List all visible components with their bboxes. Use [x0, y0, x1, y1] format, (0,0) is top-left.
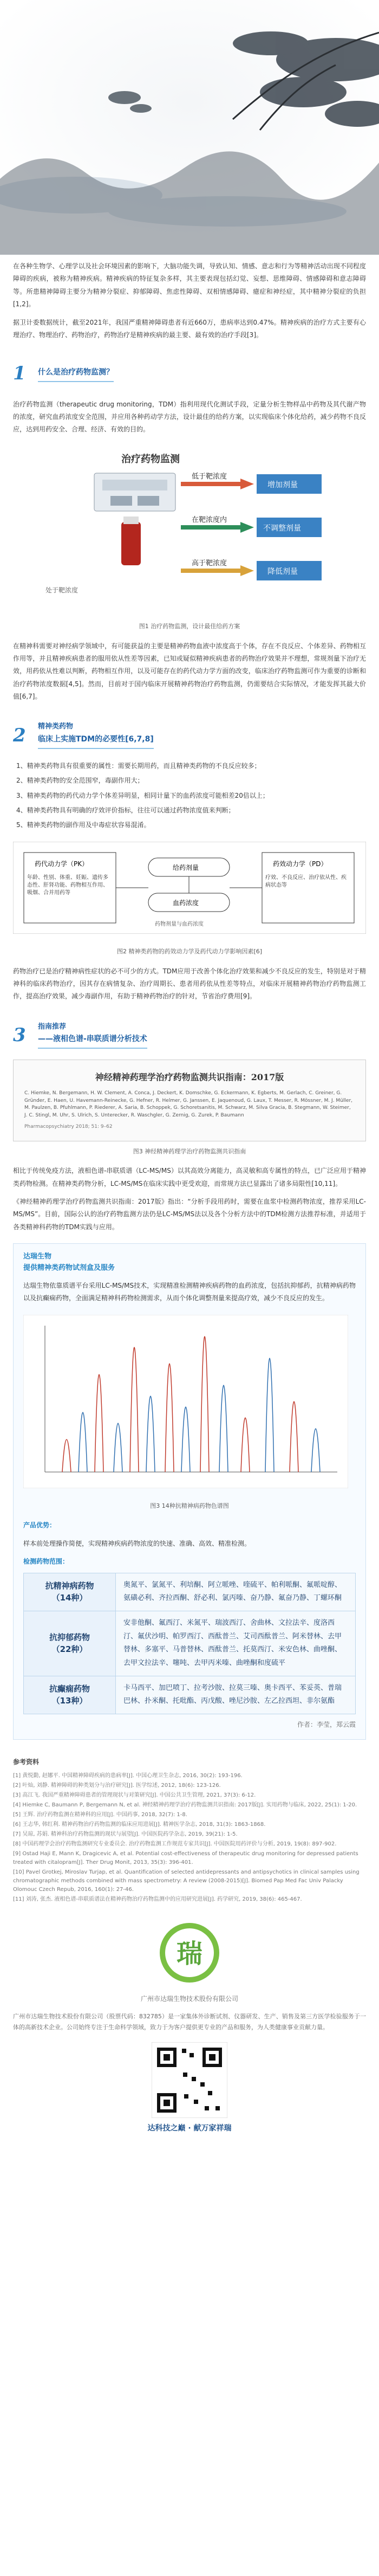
label-above-target: 高于靶浓度 [192, 559, 227, 567]
author-line: 作者：李莹，郑云霞 [297, 1721, 356, 1729]
list-item: 5、精神类药物的副作用及中毒症状容易混淆。 [16, 821, 151, 829]
table-drugs-cell: 卡马西平、加巴喷丁、拉考沙胺、拉莫三嗪、奥卡西平、苯妥英、普瑞巴林、扑米酮、托吡酯、丙戊酸、唑尼沙胺、左乙拉西坦、非尔氨酯 [116, 1676, 356, 1714]
qr-code[interactable] [152, 2042, 227, 2118]
section-3-paragraph-1: 相比于传统免疫方法，液相色谱-串联质谱（LC-MS/MS）以其高效分离能力，高灵敏和高专属性的特点，已广泛应用于精神类药物检测。在精神类药物分析，LC-MS/MS在临床实践中更受欢迎，而常规方法已显露出了诸多局限性[10,11]。 [13, 1167, 366, 1187]
label-below-target: 低于靶浓度 [192, 472, 227, 481]
reference-item: [4] Hiemke C, Baumann P, Bergemann N, et al. 神经精神药理学治疗药物监测共识指南: 2017版[J]. 实用药物与临床, 2022, 25(1): 1-20. [13, 1802, 357, 1808]
section-2-heading-2: 临床上实施TDM的必要性[6,7,8] [38, 732, 154, 749]
section-3-paragraph-2: 《神经精神药理学治疗药物监测共识指南：2017版》指出：“分析手段用药时，需要在血浆中检测药物浓度，推荐采用LC-MS/MS”。目前，国际公认的治疗药物监测方法仍是LC-MS/MS法以及各个分析方法中的TDM检测方法推荐标准，并适用于各类精神科药物的TDM实践与应用。 [13, 1198, 366, 1231]
company-name: 广州市达瑞生物技术股份有限公司 [140, 1995, 238, 2003]
section-1-paragraph-2: 在精神科需要对神经病学领域中，有可能获益的主要是精神药物血液中浓度高于个体，存在不良反应、个体差异、药物相互作用等，并且精神疾病患者的服用依从性差等因素，已知或疑似精神疾病患者的药物治疗效果并不理想，常规剂量下治疗无效，用药依从性难以判断，药物相互作用，以及可能存在的药代动力学方面的改变，临床治疗药物监测可作为重要的诊断和治疗药物浓度数据[4,5]。然而，目前对于国内临床开展精神药物治疗药物监测，仍需要结合实际情况，才能发挥其最大价值[6,7]。 [13, 642, 366, 701]
advantage-text: 样本前处理操作简便，实现精神疾病药物浓度的快速、准确、高效、精准检测。 [23, 1539, 251, 1547]
table-category-cell [24, 1676, 116, 1714]
company-description: 广州市达瑞生物技术股份有限公司（股票代码：832785）是一家集体外诊断试剂、仪器研发、生产、销售及第三方医学检验服务于一体的高新技术企业。公司始终专注于生命科学领域，致力于为客户提供更专业的产品和服务，为人类健康事业贡献力量。 [13, 2012, 366, 2031]
section-1-heading: 什么是治疗药物监测？ [38, 365, 114, 382]
category-count: （14种） [51, 1593, 88, 1603]
list-item: 2、精神类药物的安全范围窄，毒副作用大； [16, 777, 144, 785]
figure-4-caption: 图3 14种抗精神病药物色谱图 [150, 1502, 229, 1510]
diagram-center-caption: 药物剂量与血药浓度 [155, 921, 204, 927]
label-in-range: 在靶浓度内 [192, 515, 227, 524]
section-3-heading: 指南推荐 [38, 1022, 67, 1031]
table-row [24, 1573, 356, 1611]
guideline-authors: C. Hiemke, N. Bergemann, H. W. Clement, A. Conca, J. Deckert, K. Domschke, G. Eckermann, K. Egberts, M. Gerlach, C. Greiner, G. Gründer, E. Haen, U. Havemann-Reinecke, G. Hefner, R. Helmer, G. Janssen, E. Jaquenoud, G. Laux, T. Messer, R. Mössner, M. J. Müller, M. Paulzen, B. Pfuhlmann, P. Riederer, A. Saria, B. Schoppek, G. Schoretsanitis, M. Schwarz, M. Silva Gracia, B. Stegmann, W. Steimer, J. C. Stingl, M. Uhr, S. Ulrich, S. Unterecker, R. Waschgler, G. Zernig, G. Zurek, P. Baumann [24, 1090, 353, 1118]
chromatogram-figure [23, 1315, 348, 1488]
references-list [13, 1772, 366, 1904]
company-logo [157, 1920, 222, 1985]
intro-paragraph-2: 据卫计委数据统计，截至2021年，我国严重精神障碍患者有近660万，患病率达到0.47%。精神疾病的治疗方式主要有心理治疗、物理治疗、药物治疗，药物治疗是精神疾病的最主要、最有效的治疗手段[3]。 [13, 318, 366, 339]
guideline-excerpt [13, 1060, 366, 1141]
diagram-pk-label: 药代动力学（PK） [35, 860, 89, 868]
range-title: 检测药物范围： [23, 1558, 69, 1566]
reference-item: [8] 中国药理学会治疗药物监测研究专业委员会. 治疗药物监测工作规范专家共识[J]. 中国医院用药评价与分析, 2019, 19(8): 897-902. [13, 1841, 337, 1847]
hero-ink-illustration [0, 0, 379, 255]
reference-item: [11] 刘涛, 张杰. 液相色谱-串联质谱法在精神药物治疗药物监测中的应用研究进展[J]. 药学研究, 2019, 38(6): 465-467. [13, 1896, 302, 1902]
section-3-heading-2: ——液相色谱-串联质谱分析技术 [38, 1032, 147, 1049]
category-count: （22种） [51, 1644, 88, 1655]
label-decrease-dose: 降低剂量 [267, 567, 298, 576]
figure-1-caption: 图1 治疗药物监测，设计最佳给药方案 [139, 623, 240, 630]
reference-item: [6] 王志华, 韩红利. 精神药物治疗药物监测的临床应用进展[J]. 精神医学杂志, 2018, 31(3): 1863-1868. [13, 1821, 266, 1828]
diagram-pk-factors: 年龄、性别、体重、妊娠、遗传多态性、肝肾功能、药物相互作用、吸烟、合并用药等 [27, 874, 108, 896]
tdm-necessity-list [16, 760, 366, 832]
reference-item: [10] Pavel Grotkej, Miroslav Turjap, et al. Quantification of selected antidepressants and antipsychotics in clinical samples using chromatographic methods combined with mass spectrometry: A review (2008-2015)[J]. Biomed Pap Med Fac Univ Palacky Olomouc Czech Repub, 2016, 160(1): 27-46. [13, 1869, 360, 1893]
reference-item: [3] 高江飞. 我国严重精神障碍患者的管理现状与对策研究[J]. 中国公共卫生管理, 2021, 37(3): 6-12. [13, 1792, 256, 1798]
tdm-figure-title: 治疗药物监测 [121, 453, 180, 465]
product-box-paragraph: 达瑞生物依靠质谱平台采用LC-MS/MS技术，实现精准检测精神疾病药物的血药浓度，包括抗抑郁药，抗精神病药物以及抗癫痫药物，全面满足精神科药物检测需求，从而个体化调整剂量来提高疗效，减少不良反应的发生。 [23, 1281, 356, 1302]
table-category-cell [24, 1611, 116, 1676]
category-count: （13种） [51, 1696, 88, 1706]
list-item: 3、精神类药物的药代动力学个体差异明显，相同计量下的血药浓度可能相差20倍以上； [16, 791, 269, 799]
ink-wash-image [0, 0, 379, 255]
section-3-number: 3 [13, 1024, 26, 1046]
reference-item: [9] Ostad Haji E, Mann K, Dragicevic A, et al. Potential cost-effectiveness of therapeutic drug monitoring for depressed patients treated with citalopram[J]. Ther Drug Monit, 2013, 35(3): 396-401. [13, 1850, 358, 1865]
references-title: 参考资料 [13, 1758, 40, 1766]
category-name: 抗癫痫药物 [49, 1683, 90, 1694]
section-2-number: 2 [13, 724, 26, 746]
guideline-title: 神经精神药理学治疗药物监测共识指南：2017版 [95, 1072, 284, 1083]
figure-3-caption: 图3 神经精神药理学治疗药物监测共识指南 [133, 1147, 246, 1155]
guideline-journal: Pharmacopsychiatry 2018; 51: 9–62 [24, 1124, 113, 1130]
section-2-heading: 精神类药物 [38, 722, 74, 731]
table-category-cell [24, 1573, 116, 1611]
diagram-dose-label: 给药剂量 [173, 863, 199, 871]
list-item: 4、精神类药物具有明确的疗效评价指标，往往可以通过药物浓度值来判断； [16, 806, 235, 815]
tdm-figure [13, 446, 366, 609]
diagram-pd-label: 药效动力学（PD） [273, 860, 328, 868]
drug-range-table [23, 1573, 356, 1715]
table-row [24, 1611, 356, 1676]
company-slogan: 达科技之巅 · 献万家祥瑞 [147, 2124, 232, 2133]
category-name: 抗抑郁药物 [49, 1632, 90, 1642]
company-product-box [13, 1243, 366, 1739]
section-1-title [13, 356, 366, 391]
section-1-paragraph-1: 治疗药物监测（therapeutic drug monitoring，TDM）指利用现代化测试手段，定量分析生物样品中药物及其代谢产物的浓度，研究血药浓度安全范围，并应用各种药动学方法，设计最佳的给药方案，以实现临床个体化给药，减少药物不良反应，达到用药安全、合理、经济、有效的目的。 [13, 400, 366, 434]
reference-item: [5] 王辉. 治疗药物监测在精神科的应用[J]. 中国药事, 2018, 32(7): 1-8. [13, 1811, 187, 1818]
label-target-range: 处于靶浓度 [45, 586, 79, 594]
section-3-title [13, 1017, 366, 1053]
category-name: 抗精神病药物 [45, 1580, 94, 1591]
logo-text: 瑞 [176, 1938, 203, 1969]
reference-item: [7] 吴琼, 苏娟. 精神科治疗药物监测的现状与展望[J]. 中国医院药学杂志, 2019, 39(21): 1-5. [13, 1831, 238, 1837]
intro-paragraph-1: 在各种生物学、心理学以及社会环境因素的影响下，大脑功能失调，导致认知、情感、意志和行为等精神活动出现不同程度障碍的疾病，被称为精神疾病。精神疾病的特征复杂多样，其主要表现包括幻觉、妄想、思维障碍、情感障碍和意志障碍等。所患精神障碍主要分为精神分裂症、抑郁障碍、焦虑性障碍、双相情感障碍、癔症和神经症，其中精神分裂症的负担[1,2]。 [13, 262, 366, 308]
reference-item: [2] 叶灿, 刘静. 精神障碍的种类划分与治疗研究[J]. 医学综述, 2012, 18(6): 123-126. [13, 1782, 221, 1789]
figure-2-caption: 图2 精神类药物的药效动力学及药代动力学影响因素[6] [116, 948, 263, 955]
label-keep-dose: 不调整剂量 [263, 524, 301, 533]
list-item: 1、精神类药物具有很重要的属性：需要长期用药，而且精神类药物的不良反应较多； [16, 761, 261, 770]
diagram-concentration-label: 血药浓度 [173, 899, 199, 907]
company-footer [13, 1920, 366, 2006]
reference-item: [1] 黄悦勤, 赵娜平. 中国精神障碍疾病的患病率[J]. 中国心理卫生杂志, 2016, 30(2): 193-196. [13, 1772, 243, 1779]
pk-pd-diagram [13, 842, 366, 934]
diagram-pd-factors: 疗效、不良反应、治疗依从性、疾病状态等 [265, 874, 347, 888]
advantage-title: 产品优势： [23, 1521, 56, 1529]
label-increase-dose: 增加剂量 [267, 480, 298, 489]
table-drugs-cell: 奥氮平、氯氮平、利培酮、阿立哌唑、喹硫平、帕利哌酮、氟哌啶醇、氨磺必利、齐拉西酮、舒必利、氯丙嗪、奋乃静、氟奋乃静、丁螺环酮 [116, 1573, 356, 1611]
section-1-number: 1 [13, 363, 26, 385]
section-2-title [13, 718, 366, 753]
table-drugs-cell: 安非他酮、氟西汀、米氮平、瑞波西汀、舍曲林、文拉法辛、度洛西汀、氟伏沙明、帕罗西汀、西酞普兰、艾司西酞普兰、阿米替林、去甲替林、多塞平、马普替林、西酞普兰、托莫西汀、米安色林、曲唑酮、去甲文拉法辛、噻吨、去甲丙米嗪、曲唑酮和度硫平 [116, 1611, 356, 1676]
section-2-paragraph: 药物治疗已是治疗精神病性症状的必不可少的方式。TDM应用于改善个体化治疗效果和减少不良反应的发生，特别是对于精神科的临床药物治疗，因其存在病情复杂、治疗周期长、患者用药依从性差等特点，对临床开展精神药物治疗药物监测工作，提高治疗效果，减少毒副作用，有助于精神药物治疗的针对，节省治疗费用[9]。 [13, 967, 366, 1000]
product-box-subtitle: 提供精神类药物试剂盒及服务 [23, 1264, 115, 1273]
table-row [24, 1676, 356, 1714]
product-box-title: 达瑞生物 [23, 1253, 52, 1261]
